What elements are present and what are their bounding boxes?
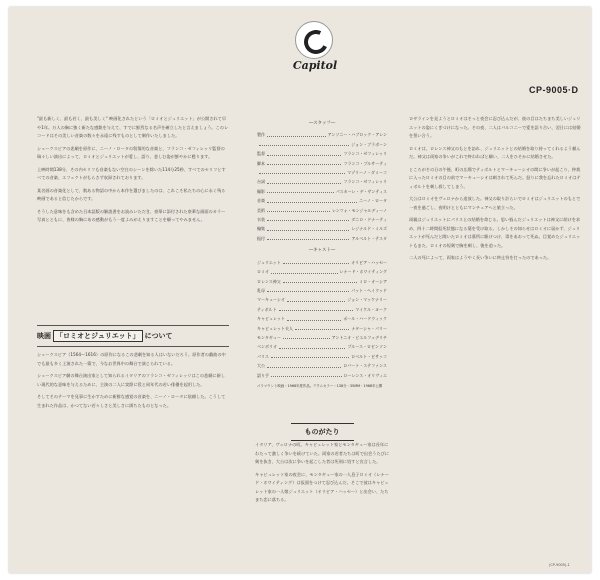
cast-role: キャピュレット xyxy=(257,316,285,322)
staff-role: 美術 xyxy=(257,207,265,213)
staff-name: フランコ・ゼフィレッリ xyxy=(343,151,387,157)
cast-row xyxy=(257,342,387,351)
dotted-leader xyxy=(267,206,330,212)
cast-name: マイケル・ヨーク xyxy=(355,306,387,312)
story-paragraph: イタリア、ヴェロナの町。キャピュレット家とモンタギュー家は長年にわたって激しく争いを続けていた。両家の若者たちは町で出会うたびに剣を抜き、大公は次に争いを起こした者は死刑に処すと宣言した。 xyxy=(255,442,390,464)
cast-name: ミロ・オーシア xyxy=(359,278,387,284)
dotted-leader xyxy=(267,215,349,221)
cast-row xyxy=(257,267,387,276)
staff-row xyxy=(257,234,387,243)
staff-role: 台詞 xyxy=(257,179,265,185)
staff-row xyxy=(257,187,387,196)
cast-row xyxy=(257,258,387,267)
about-film-text xyxy=(37,351,229,414)
story-text xyxy=(255,441,389,509)
story-paragraph: 二人の死によって、両家はようやく長い争いに終止符を打ったのであった。 xyxy=(409,255,552,260)
heading-prefix: 映画 xyxy=(37,332,51,340)
dotted-leader xyxy=(267,196,357,202)
cast-name: レナード・ホワイティング xyxy=(339,269,387,275)
dotted-leader xyxy=(259,140,349,146)
cast-row xyxy=(257,314,387,323)
story-paragraph: ロミオは、ロレンス神父のもとを訪れ、ジュリエットとの結婚を取り持ってくれるよう頼んだ。神父は両家の争いがこれで終わればと願い、二人をひそかに結婚させた。 xyxy=(409,145,581,159)
cast-role: キャピュレット夫人 xyxy=(257,325,293,331)
story-paragraph: 両親はジュリエットにパリスとの結婚を命じる。思い悩んだジュリエットは神父に助けを求め、四十二時間仮死状態になる薬を受け取る。しかしその知らせはロミオに届かず、ジュリエットが死んだと聞いたロミオは墓所に駆けつけ、毒をあおって死ぬ。目覚めたジュリエットもまた、ロミオの短剣で胸を刺し、後を追った。 xyxy=(409,217,581,248)
dotted-leader xyxy=(267,361,341,367)
dotted-leader xyxy=(279,305,354,311)
capitol-logo xyxy=(289,21,341,81)
dotted-leader xyxy=(287,295,345,301)
story-continued-text xyxy=(409,115,581,267)
story-title: ものがたり xyxy=(291,423,354,441)
staff-name: フランコ・ゼフィレッリ xyxy=(343,179,387,185)
dotted-leader xyxy=(267,130,326,136)
staff-name: アルベルト・テスタ xyxy=(351,235,387,241)
cast-row xyxy=(257,277,387,286)
cast-name: オリビア・ハッセー xyxy=(351,259,387,265)
story-paragraph: ロザラインを見ようとロミオはそっと夜会に忍び込んだが、彼の目はたちまち美しいジュリエットの姿にくぎづけになった。その夜、二人はバルコニーで愛を語り合い、翌日には結婚を誓い合う。 xyxy=(409,116,581,138)
staff-row xyxy=(257,140,387,149)
staff-name: マゾリーノ・ダミーコ xyxy=(347,170,387,176)
credits-block xyxy=(257,119,387,389)
staff-name: ダニロ・ドナーティ xyxy=(351,217,387,223)
dotted-leader xyxy=(271,352,349,358)
story-heading xyxy=(257,419,387,441)
story-paragraph: 大公はロミオをヴェロナから追放した。神父の取り計らいでロミオはジュリエットのもとで一夜を過ごし、夜明けとともにマンチュアへと旅立った。 xyxy=(409,196,581,210)
staff-name: フランコ・ブルサーティ xyxy=(343,160,387,166)
cast-role: 大公 xyxy=(257,363,265,369)
cast-role: ジュリエット xyxy=(257,259,281,265)
dotted-leader xyxy=(287,314,341,320)
staff-row xyxy=(257,168,387,177)
about-film-heading xyxy=(37,325,229,347)
staff-row xyxy=(257,130,387,139)
cast-row xyxy=(257,324,387,333)
staff-role: 編集 xyxy=(257,226,265,232)
cast-name: パット・ヘイウッド xyxy=(351,287,387,293)
cast-role: マーキューシオ xyxy=(257,297,285,303)
capitol-wordmark: Capitol xyxy=(292,59,338,72)
staff-row xyxy=(257,206,387,215)
dotted-leader xyxy=(267,234,349,240)
staff-role: 監督 xyxy=(257,151,265,157)
cast-role: ロレンス神父 xyxy=(257,278,281,284)
cast-role: パリス xyxy=(257,353,269,359)
staff-name: アンソニー・ハブロック・アレン xyxy=(327,132,387,138)
cast-row xyxy=(257,361,387,370)
staff-row xyxy=(257,224,387,233)
staff-name: レジナルド・ミルズ xyxy=(351,226,387,232)
staff-role: 撮影 xyxy=(257,188,265,194)
dotted-leader xyxy=(271,267,338,273)
staff-role: 音楽 xyxy=(257,198,265,204)
cast-list xyxy=(257,258,387,380)
story-paragraph: ところがその日の午後、町の広場でティボルトとマーキューシオの間に争いが起こり、仲裁に入ったロミオの目の前でマーキューシオは刺されて死んだ。怒りに我を忘れたロミオはティボルトを刺し殺してしまう。 xyxy=(409,166,581,189)
intro-paragraph: 上映時間138分、その内セリフも音楽もない空白のシーンを除いた114分25秒、すべてのセリフとすべての音楽、エフェクトがもらさず収録されております。 xyxy=(37,166,226,180)
staff-name: ジョン・ブラボーン xyxy=(351,141,387,147)
staff-role: 脚本 xyxy=(257,160,265,166)
about-paragraph: シェークスピア劇の舞台演出家として知られるイタリアのフランコ・ゼフィレッリはこの悲劇に新しい現代的な意味を与えるために、主演の二人に実際に役と同年代の若い俳優を起用した。 xyxy=(37,373,225,387)
dotted-leader xyxy=(279,342,345,348)
staff-name: レンツォ・モンジャルディーノ xyxy=(331,207,387,213)
cast-role: ベンボリオ xyxy=(257,344,277,350)
staff-name: パスカーレ・デ・サンティス xyxy=(335,188,387,194)
staff-row xyxy=(257,177,387,186)
dotted-leader xyxy=(267,286,349,292)
intro-paragraph: 某名画の音楽化として、数ある物語の中から本作を選びましたのは、これこそ私たちの心に永く残る映画であると信じたからです。 xyxy=(37,187,226,201)
cast-header: ―キャスト― xyxy=(308,248,336,254)
heading-suffix: について xyxy=(144,332,173,340)
liner-notes-sheet xyxy=(9,7,591,573)
staff-header: ―スタッフ― xyxy=(308,121,336,126)
film-note: パラマウント映画・1968年度作品。テクニカラー・138分・35MM・1968年公開 xyxy=(257,383,383,388)
footer-code: (CP-9005)-1 xyxy=(549,563,570,567)
cast-name: ローレンス・オリヴィエ xyxy=(343,372,387,378)
staff-row xyxy=(257,159,387,168)
cast-name: ナターシャ・パリー xyxy=(351,325,387,331)
cast-role: ティボルト xyxy=(257,306,277,312)
cast-name: ジョン・マッケナリー xyxy=(347,297,387,303)
staff-list xyxy=(257,130,387,243)
staff-row xyxy=(257,196,387,205)
staff-role: 衣装 xyxy=(257,217,265,223)
dotted-leader xyxy=(283,333,330,339)
heading-title: 「ロミオとジュリエット」 xyxy=(53,330,143,342)
dotted-leader xyxy=(259,168,345,174)
staff-name: ニーノ・ロータ xyxy=(359,198,387,204)
cast-name: ロベルト・ビサッコ xyxy=(351,353,387,359)
cast-row xyxy=(257,352,387,361)
cast-role: 語り手 xyxy=(257,372,269,378)
cast-row xyxy=(257,305,387,314)
about-paragraph: シェークスピア（1564〜1616）の原作になるこの悲劇を知る人はいないだろう。原作者の戯曲の中でも最も多く上演された一篇で、今なお世界中の舞台で演じられている。 xyxy=(37,352,226,366)
dotted-leader xyxy=(267,159,341,165)
dotted-leader xyxy=(267,149,341,155)
staff-role: 振付 xyxy=(257,235,265,241)
dotted-leader xyxy=(271,371,342,377)
cast-name: アントニオ・ピエルフェデリチ xyxy=(331,334,387,340)
cast-row xyxy=(257,286,387,295)
cast-name: ロバート・ステファンス xyxy=(343,363,387,369)
staff-role: 製作 xyxy=(257,132,265,138)
cast-name: ポール・ハードウィック xyxy=(343,316,387,322)
cast-name: ブルース・ロビンソン xyxy=(347,344,387,350)
dotted-leader xyxy=(283,277,357,283)
cast-role: 乳母 xyxy=(257,287,265,293)
staff-row xyxy=(257,215,387,224)
intro-paragraph: シェークスピアの悲劇を原作に、ニーノ・ロータの叙情的な音楽と、フランコ・ゼフィレッリ監督の瑞々しい演出によって、ロミオとジュリエットが愛し、語り、悲しむ姿が鮮やかに甦ります。 xyxy=(37,145,225,159)
staff-row xyxy=(257,149,387,158)
intro-text xyxy=(37,115,229,229)
story-paragraph: キャピュレット家の夜会に、モンタギュー家の一人息子ロミオ（レナード・ホワイティング）は仮面をつけて忍び込んだ。そこで彼はキャピュレット家の一人娘ジュリエット（オリビア・ハッセー）と出会い、たちまち恋に落ちる。 xyxy=(255,471,389,502)
cast-role: モンタギュー xyxy=(257,334,281,340)
cast-row xyxy=(257,333,387,342)
catalog-number: CP-9005·D xyxy=(529,85,579,95)
about-paragraph: そしてそのテーマを見事に生かすために新鮮な感覚の音楽を、ニーノ・ロータに依頼した。こうして生まれた作品は、かつてない若々しさと美しさに満ちたものとなった。 xyxy=(37,394,226,408)
dotted-leader xyxy=(267,187,334,193)
dotted-leader xyxy=(267,224,349,230)
cast-row xyxy=(257,295,387,304)
intro-paragraph: そうした意味をも含めた日本語版の解説書をお読みいただき、豪華に添付された豪華な画面のカラー写真とともに、皆様の胸にあの感動がもう一度よみがえりますことを願ってやみません。 xyxy=(37,208,226,222)
cast-row xyxy=(257,371,387,380)
dotted-leader xyxy=(283,258,349,264)
cast-role: ロミオ xyxy=(257,269,269,275)
intro-paragraph: "最も新しく、最も若く、最も美しく" 映画化されたという「ロミオとジュリエット」が公開されて早や1年。万人の胸に強く新たな感銘を与えて、すでに鮮烈なる名声を確立したと言えましょう。このレコードはその美しい音楽の数々を永遠に残すものとして制作いたしました。 xyxy=(37,116,229,138)
dotted-leader xyxy=(267,177,341,183)
dotted-leader xyxy=(295,324,349,330)
